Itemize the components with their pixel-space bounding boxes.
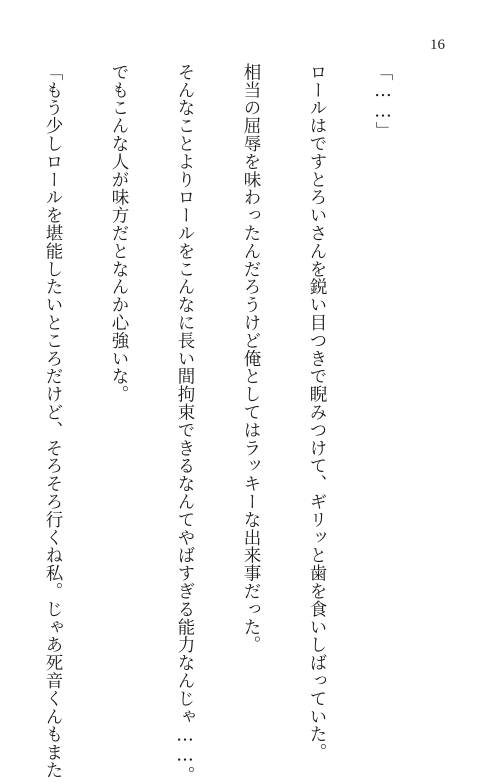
- text-line: 相当の屈辱を味わったんだろうけど俺としてはラッキーな出来事だった。: [241, 63, 261, 654]
- text-line: 「……」: [373, 63, 393, 140]
- text-line: 「もう少しロールを堪能したいところだけど、そろそろ行くね私。じゃあ死音くんもまた: [43, 63, 63, 779]
- vertical-text-body: [43, 63, 438, 784]
- text-line: ロールはですとろいさんを鋭い目つきで睨みつけて、ギリッと歯を食いしばっていた。: [307, 63, 327, 762]
- page-number: 16: [430, 37, 445, 53]
- text-line: でもこんな人が味方だとなんか心強いな。: [109, 63, 129, 404]
- text-line: そんなことよりロールをこんなに長い間拘束できるなんてやばすぎる能力なんじゃ……。: [175, 63, 195, 784]
